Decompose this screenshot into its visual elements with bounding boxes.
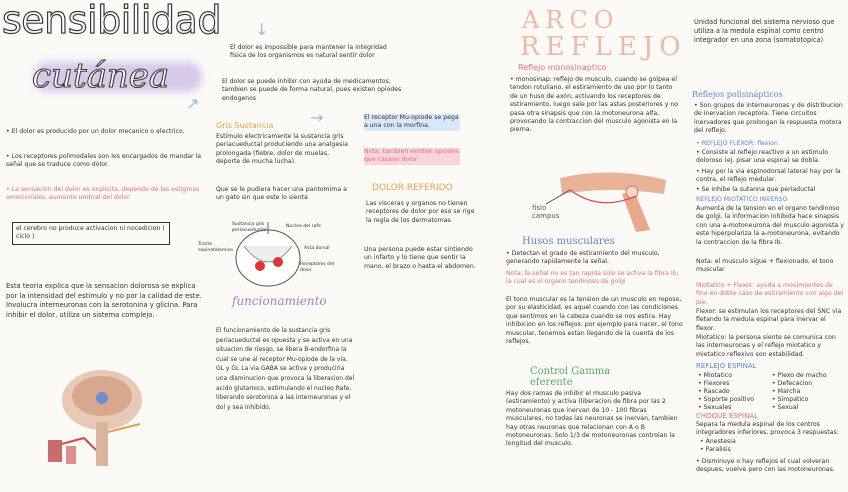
miotatico-nota: Nota: el musculo sigue + flexionado, el tono muscular [696, 258, 834, 274]
miotatico-paragraph: Aumenta de la tension en el organo tendinoso de golgi, la informacion inhibida hace sinapsis con una a-motoneurona del musculo agonista y este hiperpolariza la a-motoneurona, evitando la contraccion de la fibra Ib. [696, 205, 844, 246]
fisio-campus-logo [532, 204, 564, 230]
left-bullet-2: • Los receptores polimodales son los encargados de mandar la señal que se traduce como dolor. [6, 153, 202, 169]
flexor-sup: Flexor: se estimulan los receptores del SNC via fletando la medula espinal para inervar el flexor. [696, 308, 842, 332]
brain-figure [44, 362, 162, 474]
list-item: • Flexores [698, 380, 730, 387]
theory-paragraph: Esta teoria explica que la sensacion dolorosa se explica por la intensidad del estimulo y no por la calidad de este. Involucra interneuronas con la serotonina y glicina. Para inhibir el dolor, utiliza un sistema complejo. [6, 282, 202, 319]
parecido-paragraph: Que se le pudiera hacer una pantomima a un gato sin que este lo sienta [216, 186, 347, 202]
curved-arrow-icon: ↗ [186, 94, 200, 113]
flexor-inhibe: • Se inhibe la sutanna que periaductal [696, 186, 816, 193]
left-bullet-3: • La sensación del dolor es explicita, depende de los estigmas emocionales, aumento umbral del dolor. [6, 186, 200, 202]
title-sensibilidad: sensibilidad [2, 0, 221, 42]
receptor-note: El receptor Mu-opiode se pega a una con la morfina. [364, 114, 459, 130]
unidad-paragraph: Unidad funcional del sistema nervioso que utiliza a la medula espinal como centro integrador en una zona (somatotopica) [694, 18, 835, 44]
list-item: • Simpatico [772, 396, 809, 403]
funcionamiento-paragraph: El funcionamiento de la sustancia gris periacueductal es opuesta y se activa en una situacion de riesgo, se libera B-endorfina la cual se une al receptor Mu-opiode de la via. GL y GL La via GABA se activa y produciria una disminucion que provoca la liberacion del acido glutamico, estimulando el nucleo Rafe, liberando serotonina a las interneuronas y el dol y sea inhibido. [216, 327, 355, 411]
reflejo-espinal-heading: REFLEJO ESPINAL [696, 362, 757, 370]
flexor-via: • Hay por la via espinodorsal lateral hay por la contra, el reflejo medular. [696, 168, 841, 184]
polisinapticos-paragraph: • Son grupos de interneuronas y de distribucion de inervacion receptora. Tiene circuitos inervadores que prolongan la respuesta motora del reflejo. [694, 102, 843, 135]
title-cutanea: cutánea [32, 56, 170, 96]
choque-espinal-heading: CHOQUE ESPINAL [696, 412, 759, 420]
mid-paragraph-1: El dolor es impossible para mantener la integridad fisica de los organismos es natural sentir dolor [230, 44, 387, 60]
dolor-referido-heading: DOLOR REFERIDO [372, 183, 453, 193]
husos-nota: Nota: la señal no es tan rapida solo se activa la fibra Ib, la cual es el organo tendinoso de golgi [506, 270, 679, 286]
persona-paragraph: Una persona puede estar sintiendo un infarto y lo tiene que sentir la mano, el brazo o hasta el abdomen. [364, 246, 476, 270]
miotatico-nota-2: Miotatico: la persona siente se comunica con las interneuronas y el reflejo miotatico y miotatico reflexivo son estabilidad. [696, 334, 836, 358]
reflejo-monosinaptico-heading: Reflejo monosinaptico [518, 63, 607, 72]
monosinaptico-paragraph: • monosinap: reflejo de musculo, cuando se golpea el tendon rotuliano, el estiramiento de uso por lo tanto de un huso de axón, activando los receptores de estiramiento, luego sale por las astas posteriores y no pasa otra sinapsis que con la motoneurona alfa, provocando la contraccion del musculo agonista en la pierna. [510, 76, 679, 134]
opiode-note: Nota: tambien existen opiodes que causan dolor [364, 148, 459, 164]
mid-paragraph-2: El dolor se puede inhibir con ayuda de medicamentos, tambien se puede de forma natural, pues existen opiodes endogenos [222, 78, 402, 102]
husos-paragraph: • Detectan el grado de estiramiento del musculo, generando rapidamente la señal. [506, 250, 660, 266]
list-item: • Sexual [772, 404, 799, 411]
label-nucleo-rafe: Nucleo del rafe [286, 224, 321, 229]
control-gamma-paragraph: Hay dos ramas de inhibir el musculo pasiva (estiramiento) y activa (liberacion de fibra por las 2 motoneuronas que inervan de 10 - 100 fibras musculares, no todas las neuronas se inervan, tambien hay otras neuronas que relacionan con A o B motoneuronas. Solo 1/3 de motoneuronas controlan la longitud del musculo. [506, 390, 678, 448]
gris-label: Gris Sustancia [216, 121, 274, 130]
label-asta: Asta dorsal [304, 246, 330, 251]
choque-paragraph: Separa la medula espinal de los centros integradores inferiores, provoca 3 respuestas: [696, 421, 839, 437]
title-arco: ARCO [522, 6, 620, 34]
curved-arrow-icon: ↓ [255, 20, 269, 39]
husos-heading: Husos musculares [522, 236, 615, 247]
tono-paragraph: El tono muscular es la tension de un musculo en reposo, por su elasticidad, es aquel cuando con las condiciones que sentimos en la cabeza cuando se nos estira. Hay inhibicion en los reflejos: por ejemplo para nacer, el tono muscular, tenemos estan llegando de la cuenta de los reflejos. [506, 296, 683, 346]
logo-campus: campus [532, 212, 560, 220]
espinal-list [698, 372, 848, 416]
list-item: • Rascado [698, 388, 730, 395]
control-gamma-heading: Control Gamma eferente [530, 366, 611, 388]
label-tracto: Tracto espinotalamico [198, 242, 233, 253]
boxed-note: el cerebro no produce activacion ni nocedicion ( ciclo ) [12, 222, 170, 245]
list-item: • Paralisis [700, 446, 731, 453]
list-item: • Miotatico [698, 372, 733, 379]
list-item: • Plexo de macho [772, 372, 827, 379]
title-reflejo: REFLEJO [520, 32, 687, 62]
label-sustancia-gris: Sustancia gris periacueductal [232, 222, 267, 233]
list-item: • Soporte positivo [698, 396, 755, 403]
choque-final: • Disminuye o hay reflejos el cual volveran despues, vuelve pero con las motoneuronas. [696, 458, 835, 474]
referido-paragraph: Las visceras y organos no tienen receptores de dolor por eso se rige la regla de los dermatomas [366, 200, 475, 224]
miotatico-flexor: Miotatico + Flexor: ayuda a movimientos de fino en doble caso de estiramiento con algo del pie. [696, 282, 844, 306]
miotatico-inverso-heading: REFLEJO MIOTÁTICO INVERSO [696, 196, 788, 203]
flexor-paragraph: • Consiste al reflejo reactivo a un estimulo doloroso (ej. pisar una espina) se dobla. [696, 149, 829, 165]
arrow-right-icon: → [310, 108, 324, 127]
label-receptores: Receptores del dolor [300, 262, 335, 273]
funcionamiento-heading: funcionamiento [232, 294, 327, 308]
list-item: • Anestesia [700, 438, 736, 445]
gris-paragraph: Estimulo electricamente la sustancia gris periacueductal produciendo una analgesia prolongada (fiebre, dolor de muelas, deporte de mucha lucha). [216, 133, 348, 166]
list-item: • Sexuales [698, 404, 732, 411]
logo-fisio: fisio [532, 204, 547, 212]
polisinapticos-heading: Reflejos polisinápticos [692, 90, 783, 99]
list-item: • Marcha [772, 388, 801, 395]
list-item: • Defecacion [772, 380, 813, 387]
reflejo-flexor: • REFLEJO FLEXOR: flexion [696, 140, 778, 147]
left-bullet-1: • El dolor es producido por un dolor mecanico o electrico. [6, 128, 185, 135]
